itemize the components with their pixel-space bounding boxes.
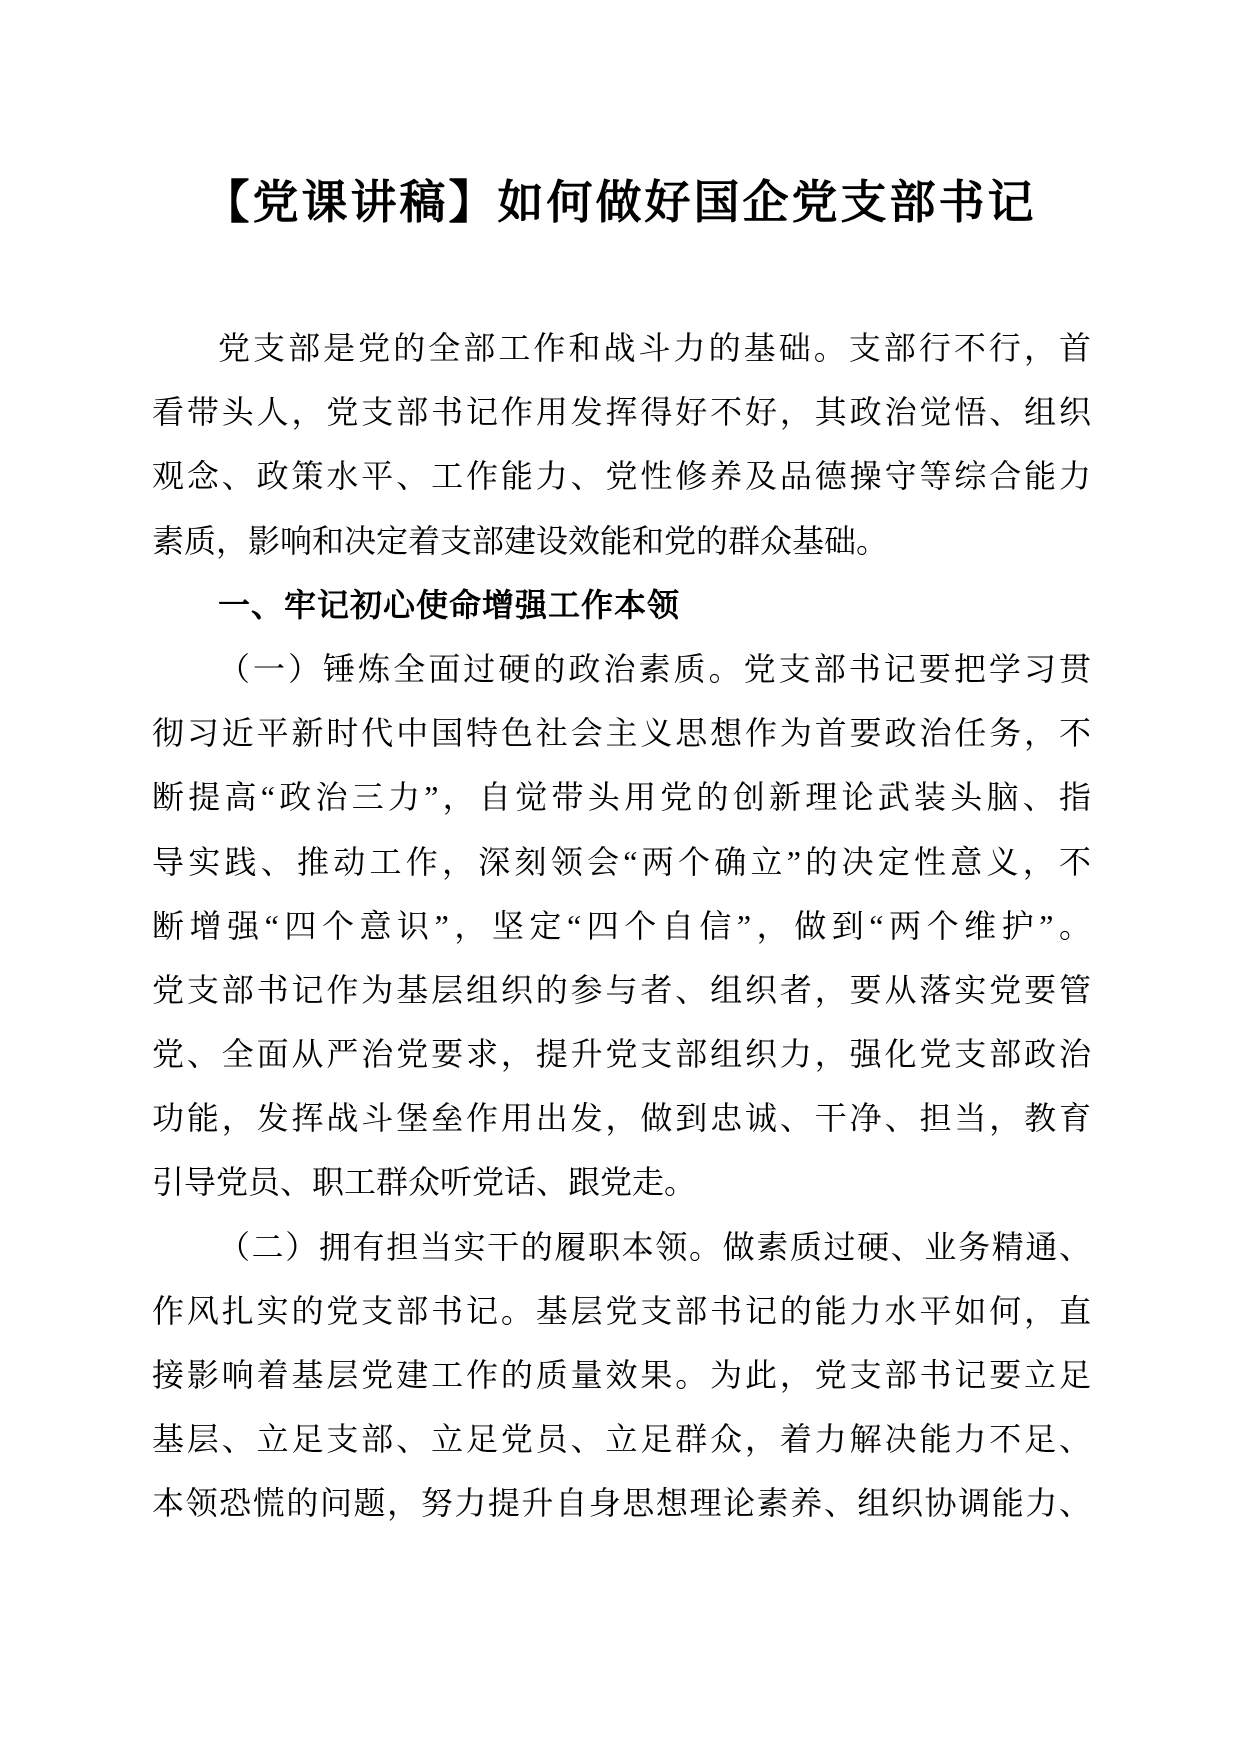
text-line: 素质，影响和决定着支部建设效能和党的群众基础。 <box>152 522 889 559</box>
text-line: 断提高“政治三力”，自觉带头用党的创新理论武装头脑、指 <box>152 779 1091 816</box>
text-line: 看带头人，党支部书记作用发挥得好不好，其政治觉悟、组织 <box>152 394 1091 431</box>
document-body <box>152 316 1091 1536</box>
text-line: 党支部书记作为基层组织的参与者、组织者，要从落实党要管 <box>152 971 1091 1008</box>
text-line: 导实践、推动工作，深刻领会“两个确立”的决定性意义，不 <box>152 843 1091 880</box>
text-line: 观念、政策水平、工作能力、党性修养及品德操守等综合能力 <box>152 458 1091 495</box>
text-line: 党支部是党的全部工作和战斗力的基础。支部行不行，首 <box>218 330 1091 366</box>
text-line: 引导党员、职工群众听党话、跟党走。 <box>152 1164 697 1201</box>
text-line: 彻习近平新时代中国特色社会主义思想作为首要政治任务，不 <box>152 715 1091 752</box>
text-line: （二）拥有担当实干的履职本领。做素质过硬、业务精通、 <box>218 1228 1091 1265</box>
text-line: 断增强“四个意识”，坚定“四个自信”，做到“两个维护”。 <box>152 907 1091 944</box>
text-line: 基层、立足支部、立足党员、立足群众，着力解决能力不足、 <box>152 1421 1091 1458</box>
text-line: 党、全面从严治党要求，提升党支部组织力，强化党支部政治 <box>152 1036 1091 1073</box>
document-title: 【党课讲稿】如何做好国企党支部书记 <box>203 177 1037 228</box>
section-heading: 一、牢记初心使命增强工作本领 <box>218 586 681 623</box>
text-line: （一）锤炼全面过硬的政治素质。党支部书记要把学习贯 <box>218 650 1091 687</box>
text-line: 功能，发挥战斗堡垒作用出发，做到忠诚、干净、担当，教育 <box>152 1100 1091 1137</box>
text-line: 接影响着基层党建工作的质量效果。为此，党支部书记要立足 <box>152 1357 1091 1393</box>
text-line: 本领恐慌的问题，努力提升自身思想理论素养、组织协调能力、 <box>152 1485 1091 1522</box>
text-line: 作风扎实的党支部书记。基层党支部书记的能力水平如何，直 <box>152 1292 1091 1329</box>
